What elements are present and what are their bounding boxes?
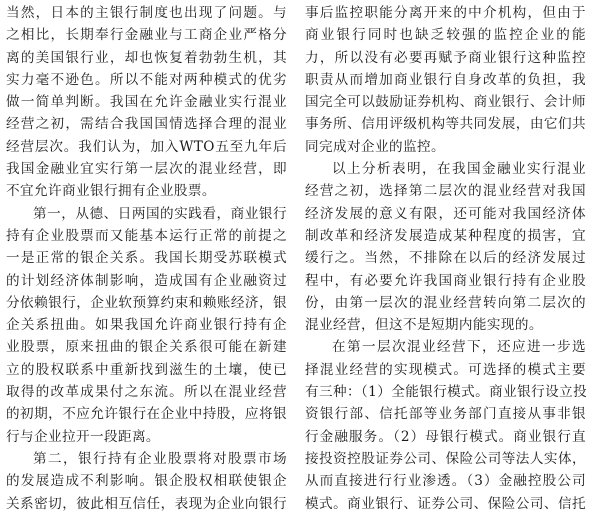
text-line: 的计划经济体制影响，造成国有企业融资过	[6, 272, 287, 289]
text-line: 我国金融业宜实行第一层次的混业经营，即	[6, 161, 287, 178]
text-line: 企关系扭曲。如果我国允许商业银行持有企	[6, 317, 287, 334]
text-line: 制改革和经济发展造成某种程度的损害，宜	[305, 227, 586, 244]
text-line: 持有企业股票而又能基本运行正常的前提之	[6, 227, 287, 244]
text-line: 实力毫不逊色。所以不能对两种模式的优劣	[6, 71, 287, 88]
text-line: 之相比，长期奉行金融业与工商企业严格分	[6, 27, 287, 44]
text-line: 国完全可以鼓励证券机构、商业银行、会计师	[305, 94, 586, 111]
text-line: 的初期，不应允许银行在企业中持股，应将银	[6, 406, 287, 423]
text-line: 职责从而增加商业银行自身改革的负担，我	[305, 71, 586, 88]
text-line: 取得的改革成果付之东流。所以在混业经营	[6, 384, 287, 401]
text-line: 行与企业拉开一段距离。	[6, 428, 160, 445]
text-line: 事务所、信用评级机构等共同发展，由它们共	[305, 116, 586, 133]
text-line: 经营之初，选择第二层次的混业经营对我国	[305, 183, 586, 200]
text-line: 从而直接进行行业渗透。（3）金融控股公司	[305, 473, 586, 490]
text-line: 份，由第一层次的混业经营转向第二层次的	[305, 294, 586, 311]
text-line: 立的股权联系中重新找到滋生的土壤，使已	[6, 361, 287, 378]
text-line: 第一，从德、日两国的实践看，商业银行	[33, 205, 287, 222]
text-line: 的发展造成不利影响。银企股权相联使银企	[6, 473, 287, 490]
text-line: 经济发展的意义有限，还可能对我国经济体	[305, 205, 586, 222]
text-line: 以上分析表明，在我国金融业实行混业	[332, 161, 586, 178]
text-line: 离的美国银行业，却也恢复着勃勃生机，其	[6, 49, 287, 66]
text-line: 业股票，原来扭曲的银企关系很可能在新建	[6, 339, 287, 356]
text-line: 程中，有必要允许我国商业银行持有企业股	[305, 272, 586, 289]
text-line: 缓行之。当然，不排除在以后的经济发展过	[305, 250, 586, 267]
text-line: 做一简单判断。我国在允许金融业实行混业	[6, 94, 287, 111]
text-line: 关系密切，彼此相互信任，表现为企业向银行	[6, 495, 287, 512]
text-line: 资银行部、信托部等业务部门直接从事非银	[305, 406, 586, 423]
text-line: 事后监控职能分离开来的中介机构，但由于	[305, 5, 586, 21]
left-text-column	[6, 2, 287, 512]
text-line: 第二，银行持有企业股票将对股票市场	[33, 450, 287, 467]
text-line: 在第一层次混业经营下，还应进一步选	[332, 339, 586, 356]
text-line: 接投资控股证券公司、保险公司等法人实体，	[305, 450, 586, 467]
text-line: 混业经营，但这不是短期内能实现的。	[305, 317, 543, 334]
text-line: 当然，日本的主银行制度也出现了问题。与	[6, 5, 287, 21]
text-line: 分依赖银行，企业软预算约束和赖账经济，银	[6, 294, 287, 311]
text-line: 经营之初，需结合我国国情选择合理的混业	[6, 116, 287, 133]
text-line: 模式。商业银行、证券公司、保险公司、信托	[305, 495, 586, 512]
right-text-column	[305, 2, 588, 512]
text-line: 择混业经营的实现模式。可选择的模式主要	[305, 361, 586, 378]
text-line: 经营层次。我们认为，加入WTO五至九年后	[6, 138, 287, 155]
text-line: 有三种：（1）全能银行模式。商业银行设立投	[305, 384, 588, 401]
text-line: 商业银行同时也缺乏较强的监控企业的能	[305, 27, 586, 44]
text-line: 不宜允许商业银行拥有企业股票。	[6, 183, 216, 200]
text-line: 行金融服务。（2）母银行模式。商业银行直	[305, 428, 586, 445]
text-line: 一是正常的银企关系。我国长期受苏联模式	[6, 250, 287, 267]
text-line: 力，所以没有必要再赋予商业银行这种监控	[305, 49, 586, 66]
text-line: 同完成对企业的监控。	[305, 138, 445, 155]
